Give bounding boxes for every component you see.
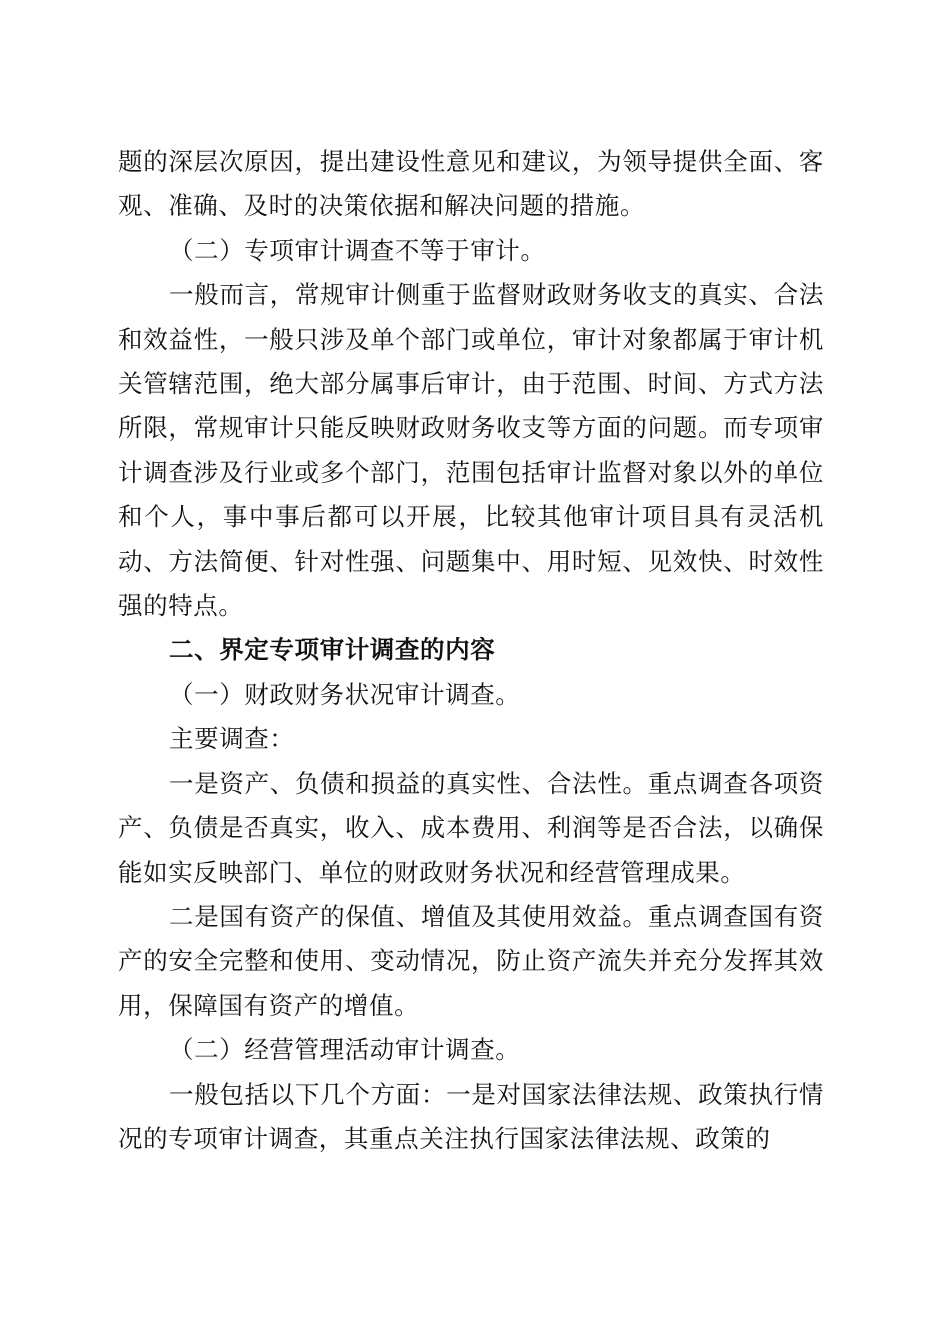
paragraph-state-assets: 二是国有资产的保值、增值及其使用效益。重点调查国有资产的安全完整和使用、变动情况，防止资产流失并充分发挥其效用，保障国有资产的增值。 xyxy=(118,901,824,1020)
paragraph-continuation: 题的深层次原因，提出建设性意见和建议，为领导提供全面、客观、准确、及时的决策依据和解决问题的措施。 xyxy=(118,147,824,221)
paragraph-assets-liabilities: 一是资产、负债和损益的真实性、合法性。重点调查各项资产、负债是否真实，收入、成本费用、利润等是否合法，以确保能如实反映部门、单位的财政财务状况和经营管理成果。 xyxy=(118,768,824,887)
paragraph-aspects: 一般包括以下几个方面：一是对国家法律法规、政策执行情况的专项审计调查，其重点关注执行国家法律法规、政策的 xyxy=(118,1079,824,1153)
subheading-financial-status: （一）财政财务状况审计调查。 xyxy=(169,679,521,709)
subheading-operations-management: （二）经营管理活动审计调查。 xyxy=(169,1035,521,1065)
section-heading-content: 二、界定专项审计调查的内容 xyxy=(169,635,496,665)
paragraph-regular-vs-special-audit: 一般而言，常规审计侧重于监督财政财务收支的真实、合法和效益性，一般只涉及单个部门或单位，审计对象都属于审计机关管辖范围，绝大部分属事后审计，由于范围、时间、方式方法所限，常规审计只能反映财政财务收支等方面的问题。而专项审计调查涉及行业或多个部门，范围包括审计监督对象以外的单位和个人，事中事后都可以开展，比较其他审计项目具有灵活机动、方法简便、针对性强、问题集中、用时短、见效快、时效性强的特点。 xyxy=(118,280,824,621)
paragraph-main-survey: 主要调查： xyxy=(169,724,295,754)
subheading-not-equal-audit: （二）专项审计调查不等于审计。 xyxy=(169,235,546,265)
document-page xyxy=(118,140,824,1161)
